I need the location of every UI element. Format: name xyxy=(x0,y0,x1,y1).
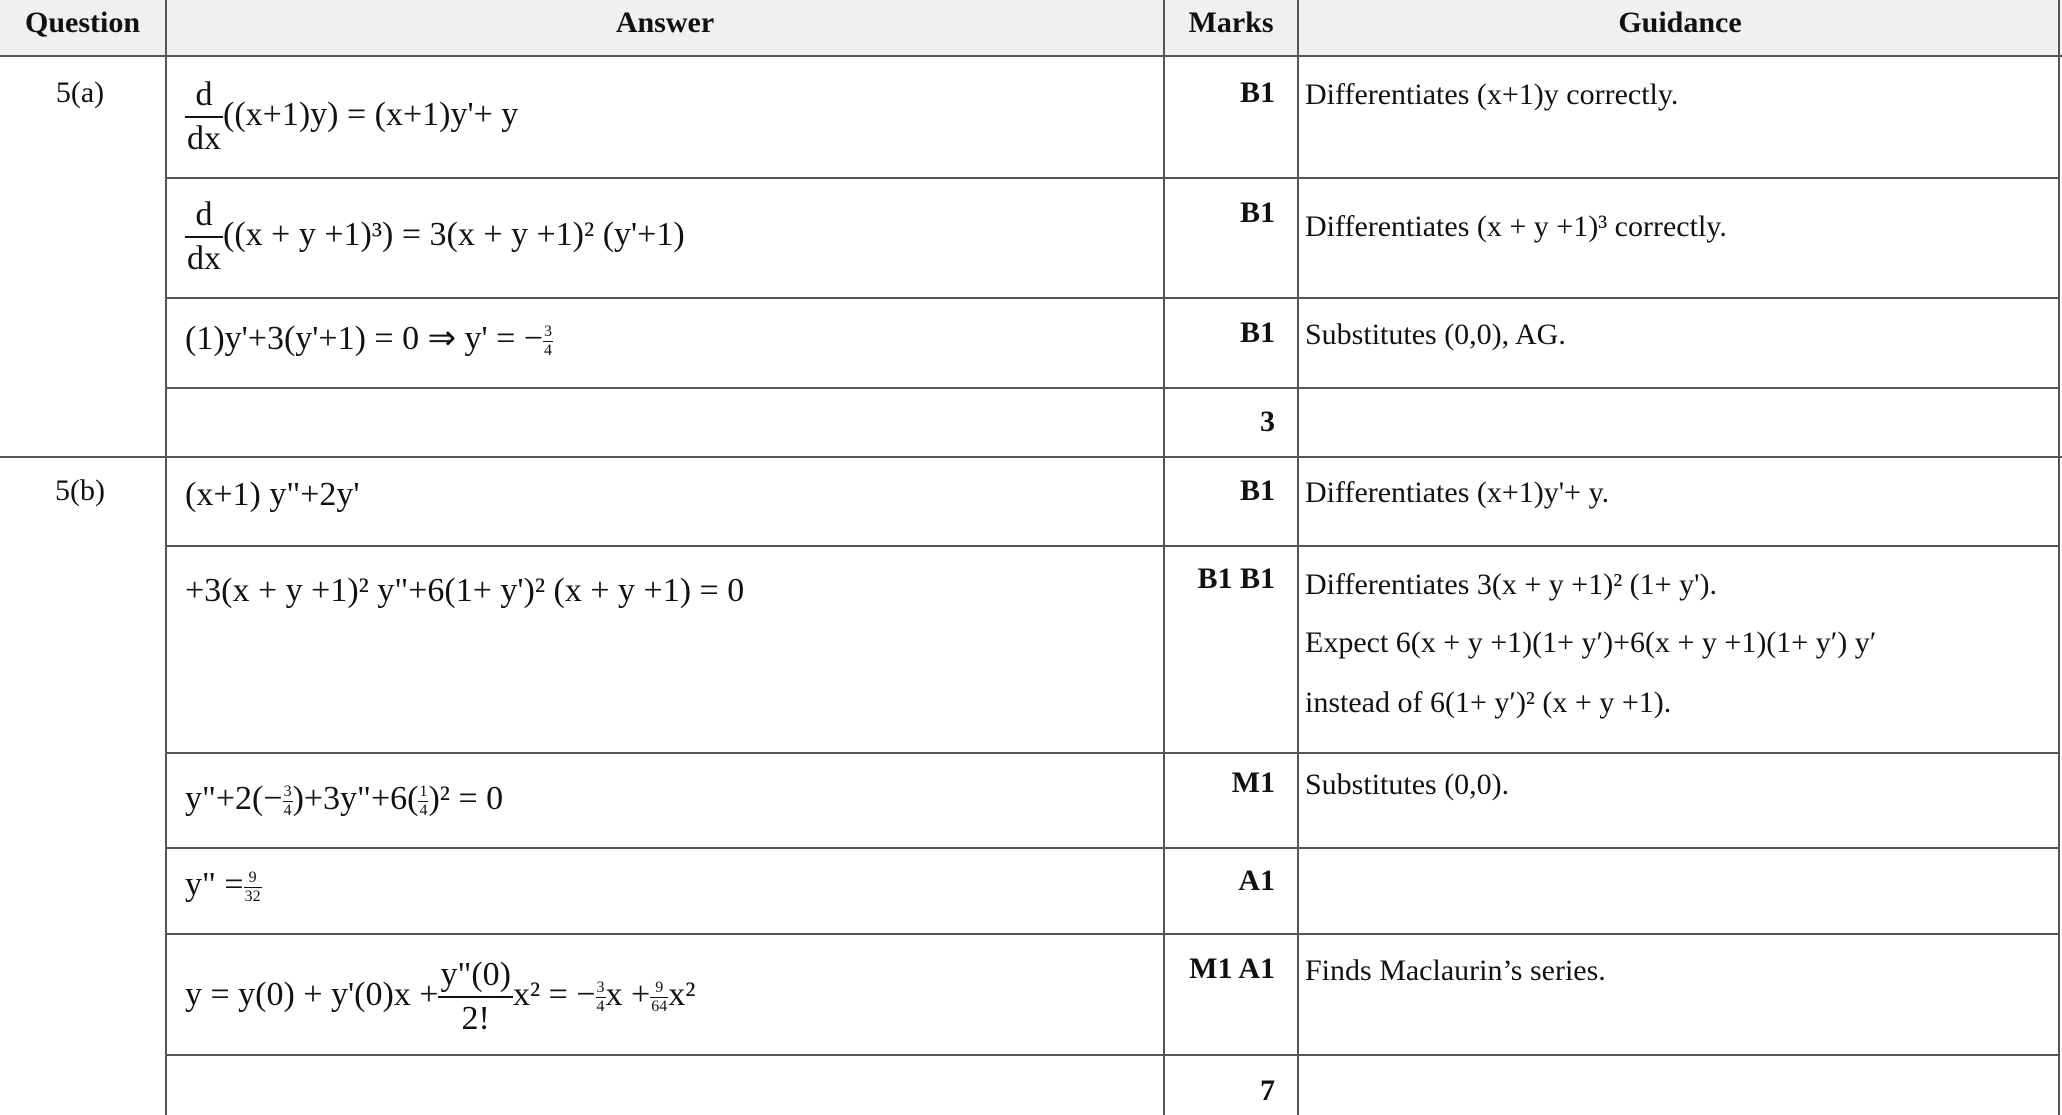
guidance-cell: Substitutes (0,0), AG. xyxy=(1305,318,1566,351)
answer-text: x² xyxy=(668,975,696,1013)
answer-fraction: $\frac{9}{32}$ xyxy=(244,868,261,905)
row-divider xyxy=(165,297,2060,299)
marks-cell: B1 B1 xyxy=(1197,562,1275,595)
marks-cell: B1 xyxy=(1239,76,1275,109)
answer-text: y = y(0) + y'(0)x + xyxy=(185,975,439,1013)
answer-cell xyxy=(185,780,503,819)
row-divider xyxy=(0,55,2062,57)
guidance-line: Differentiates 3(x + y +1)² (1+ y'). xyxy=(1305,568,1717,601)
row-divider xyxy=(165,1054,2060,1056)
answer-cell xyxy=(185,866,262,905)
answer-cell: +3(x + y +1)² y"+6(1+ y')² (x + y +1) = 0 xyxy=(185,572,745,609)
col-divider xyxy=(1297,0,1299,1115)
guidance-cell: Differentiates (x+1)y correctly. xyxy=(1305,78,1679,111)
answer-text: ((x + y +1)³) = 3(x + y +1)² (y'+1) xyxy=(223,215,685,253)
row-divider xyxy=(165,177,2060,179)
question-label: 5(a) xyxy=(55,76,105,109)
marks-cell: B1 xyxy=(1239,316,1275,349)
answer-text: x + xyxy=(605,975,651,1013)
col-divider xyxy=(165,0,167,1115)
guidance-cell: Finds Maclaurin’s series. xyxy=(1305,954,1606,987)
answer-cell xyxy=(185,958,695,1036)
row-divider xyxy=(165,752,2060,754)
answer-text: y" = xyxy=(185,866,244,903)
header-answer: Answer xyxy=(615,6,715,39)
answer-text: )² = 0 xyxy=(428,780,504,817)
col-divider xyxy=(2058,0,2060,1115)
answer-text: y"+2(− xyxy=(185,780,283,817)
marks-cell: A1 xyxy=(1238,864,1275,897)
derivative-operator: $\frac{d}{dx}$ xyxy=(187,196,221,277)
marks-cell: B1 xyxy=(1239,474,1275,507)
derivative-operator: $\frac{d}{dx}$ xyxy=(187,76,221,157)
row-divider xyxy=(165,387,2060,389)
guidance-cell: Differentiates (x+1)y'+ y. xyxy=(1305,476,1610,509)
answer-fraction: $\frac{3}{4}$ xyxy=(544,322,553,359)
marks-cell: M1 xyxy=(1231,766,1275,799)
row-divider xyxy=(165,847,2060,849)
answer-fraction: $\frac{1}{4}$ xyxy=(419,782,428,819)
answer-cell xyxy=(185,318,553,359)
answer-cell: (x+1) y"+2y' xyxy=(185,476,360,513)
header-question: Question xyxy=(24,6,141,39)
guidance-line: Expect 6(x + y +1)(1+ y′)+6(x + y +1)(1+ y′) y′ xyxy=(1305,626,1877,659)
row-divider xyxy=(165,933,2060,935)
answer-fraction: $\frac{y"(0)}{2!}$ xyxy=(440,956,511,1037)
answer-text: x² = − xyxy=(512,975,596,1013)
header-guidance: Guidance xyxy=(1618,6,1742,39)
answer-fraction: $\frac{9}{64}$ xyxy=(651,978,668,1015)
guidance-line: instead of 6(1+ y′)² (x + y +1). xyxy=(1305,686,1672,719)
row-divider xyxy=(0,456,2062,458)
question-label: 5(b) xyxy=(55,474,105,507)
guidance-cell: Differentiates (x + y +1)³ correctly. xyxy=(1305,210,1727,243)
answer-text: )+3y"+6( xyxy=(292,780,419,817)
header-marks: Marks xyxy=(1188,6,1274,39)
answer-fraction: $\frac{3}{4}$ xyxy=(596,978,605,1015)
answer-cell xyxy=(185,198,685,276)
answer-fraction: $\frac{3}{4}$ xyxy=(283,782,292,819)
marks-cell: M1 A1 xyxy=(1189,952,1275,985)
guidance-cell: Substitutes (0,0). xyxy=(1305,768,1510,801)
marks-cell: B1 xyxy=(1239,196,1275,229)
col-divider xyxy=(1163,0,1165,1115)
answer-text: (1)y'+3(y'+1) = 0 ⇒ y' = − xyxy=(185,320,544,357)
marks-total: 7 xyxy=(1260,1074,1275,1107)
answer-text: ((x+1)y) = (x+1)y'+ y xyxy=(223,95,519,133)
answer-cell xyxy=(185,78,518,156)
row-divider xyxy=(165,545,2060,547)
marks-total: 3 xyxy=(1260,405,1275,438)
